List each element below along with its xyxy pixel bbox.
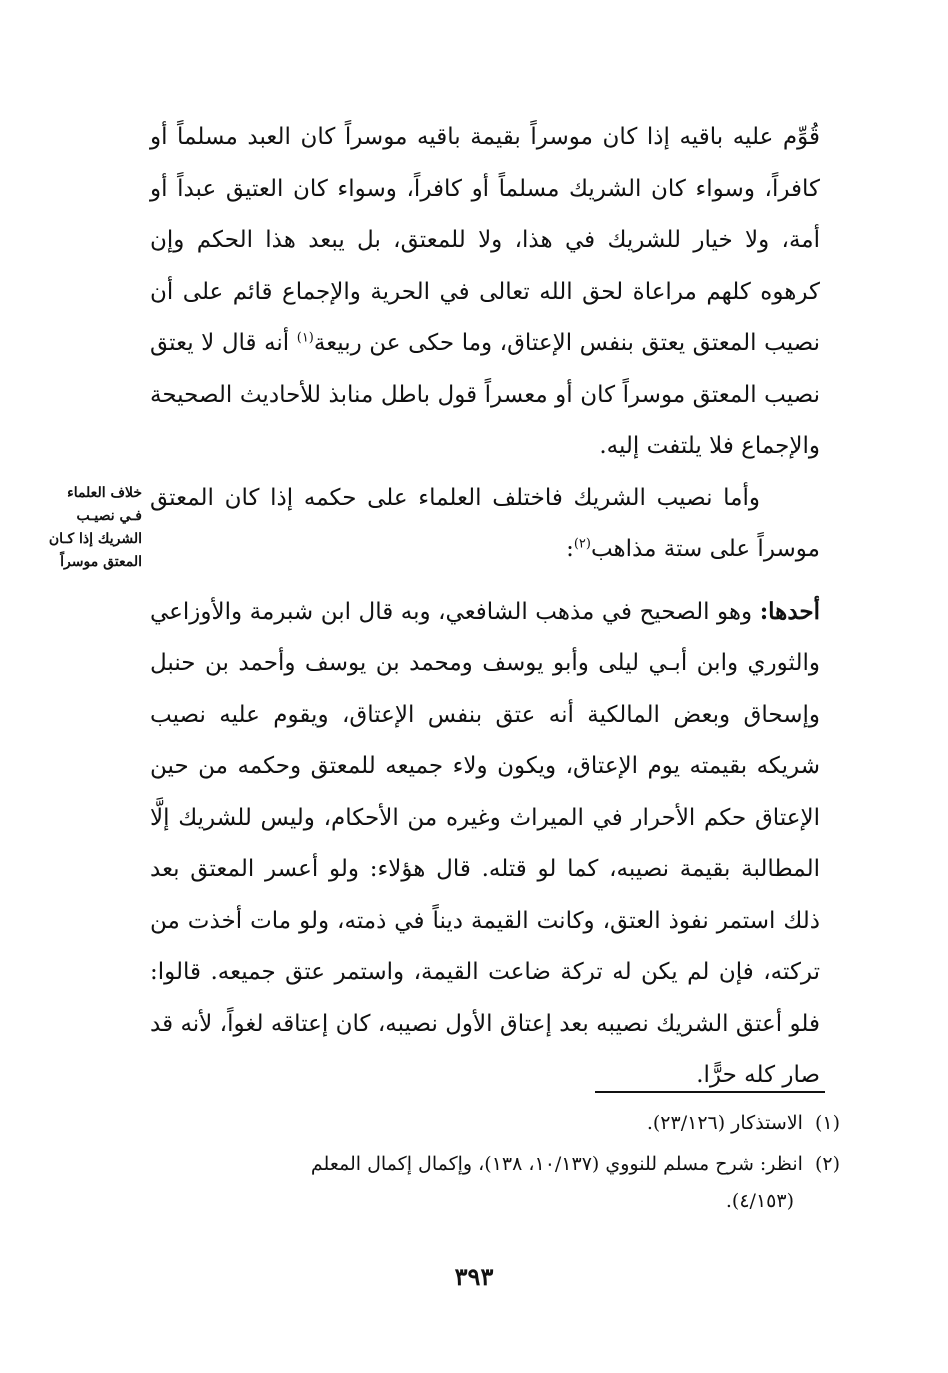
footnote-reference[interactable]: (٢) — [573, 536, 591, 552]
margin-note-line: خلاف العلماء — [67, 485, 142, 501]
paragraph-text: : — [566, 536, 574, 562]
paragraph — [150, 586, 820, 1102]
margin-note-line: المعتق موسراً — [60, 554, 142, 570]
main-text-block — [150, 112, 820, 1102]
footnote-text: الاستذكار (٢٣/١٢٦). — [646, 1112, 803, 1134]
footnote-reference[interactable]: (١) — [296, 330, 314, 346]
margin-note — [30, 482, 142, 574]
paragraph — [150, 112, 820, 473]
paragraph — [150, 473, 820, 576]
paragraph-text: أنه قال لا يعتق نصيب المعتق موسراً كان أو معسراً قول باطل منابذ للأحاديث الصحيحة والإجماع فلا يلتفت إليه. — [150, 330, 820, 459]
footnote-number: (١) — [814, 1112, 840, 1134]
footnotes — [150, 1105, 840, 1224]
footnote-continuation: (٤/١٥٣). — [725, 1190, 794, 1212]
margin-note-line: فـي نصيـب — [76, 508, 142, 524]
margin-note-line: الشريك إذا كـان — [48, 531, 142, 547]
paragraph-lead: أحدها: — [759, 597, 820, 625]
footnote-text: انظر: شرح مسلم للنووي (١٠/١٣٧، ١٣٨)، وإكمال إكمال المعلم — [310, 1153, 803, 1175]
footnote-number: (٢) — [814, 1153, 840, 1175]
footnote — [150, 1146, 840, 1220]
paragraph-text: وأما نصيب الشريك فاختلف العلماء على حكمه إذا كان المعتق موسراً على ستة مذاهب — [150, 484, 820, 562]
paragraph-text: قُوِّم عليه باقيه إذا كان موسراً بقيمة باقيه موسراً كان العبد مسلماً أو كافراً، وسواء كان الشريك مسلماً أو كافراً، وسواء كان العتيق عبداً أو أمة، ولا خيار للشريك في هذا، ولا للمعتق، بل يبعد هذا الحكم وإن كرهوه كلهم مراعاة لحق الله تعالى في الحرية والإجماع قائم على أن نصيب المعتق يعتق بنفس الإعتاق، وما حكى عن ربيعة — [150, 124, 820, 356]
footnote — [150, 1105, 840, 1142]
paragraph-text: وهو الصحيح في مذهب الشافعي، وبه قال ابن شبرمة والأوزاعي والثوري وابن أبـي ليلى وأبو يوسف ومحمد بن يوسف وأحمد بن حنبل وإسحاق وبعض المالكية أنه عتق بنفس الإعتاق، ويقوم عليه نصيب شريكه بقيمته يوم الإعتاق، ويكون ولاء جميعه للمعتق وحكمه من حين الإعتاق حكم الأحرار في الميراث وغيره من الأحكام، وليس للشريك إلَّا المطالبة بقيمة نصيبه، كما لو قتله. قال هؤلاء: ولو أعسر المعتق بعد ذلك استمر نفوذ العتق، وكانت القيمة ديناً في ذمته، ولو مات أخذت من تركته، فإن لم يكن له تركة ضاعت القيمة، واستمر عتق جميعه. قالوا: فلو أعتق الشريك نصيبه بعد إعتاق الأول نصيبه، كان إعتاقه لغواً، لأنه قد صار كله حرًّا. — [150, 598, 820, 1088]
footnote-divider — [595, 1091, 825, 1093]
page-number: ٣٩٣ — [454, 1262, 494, 1291]
